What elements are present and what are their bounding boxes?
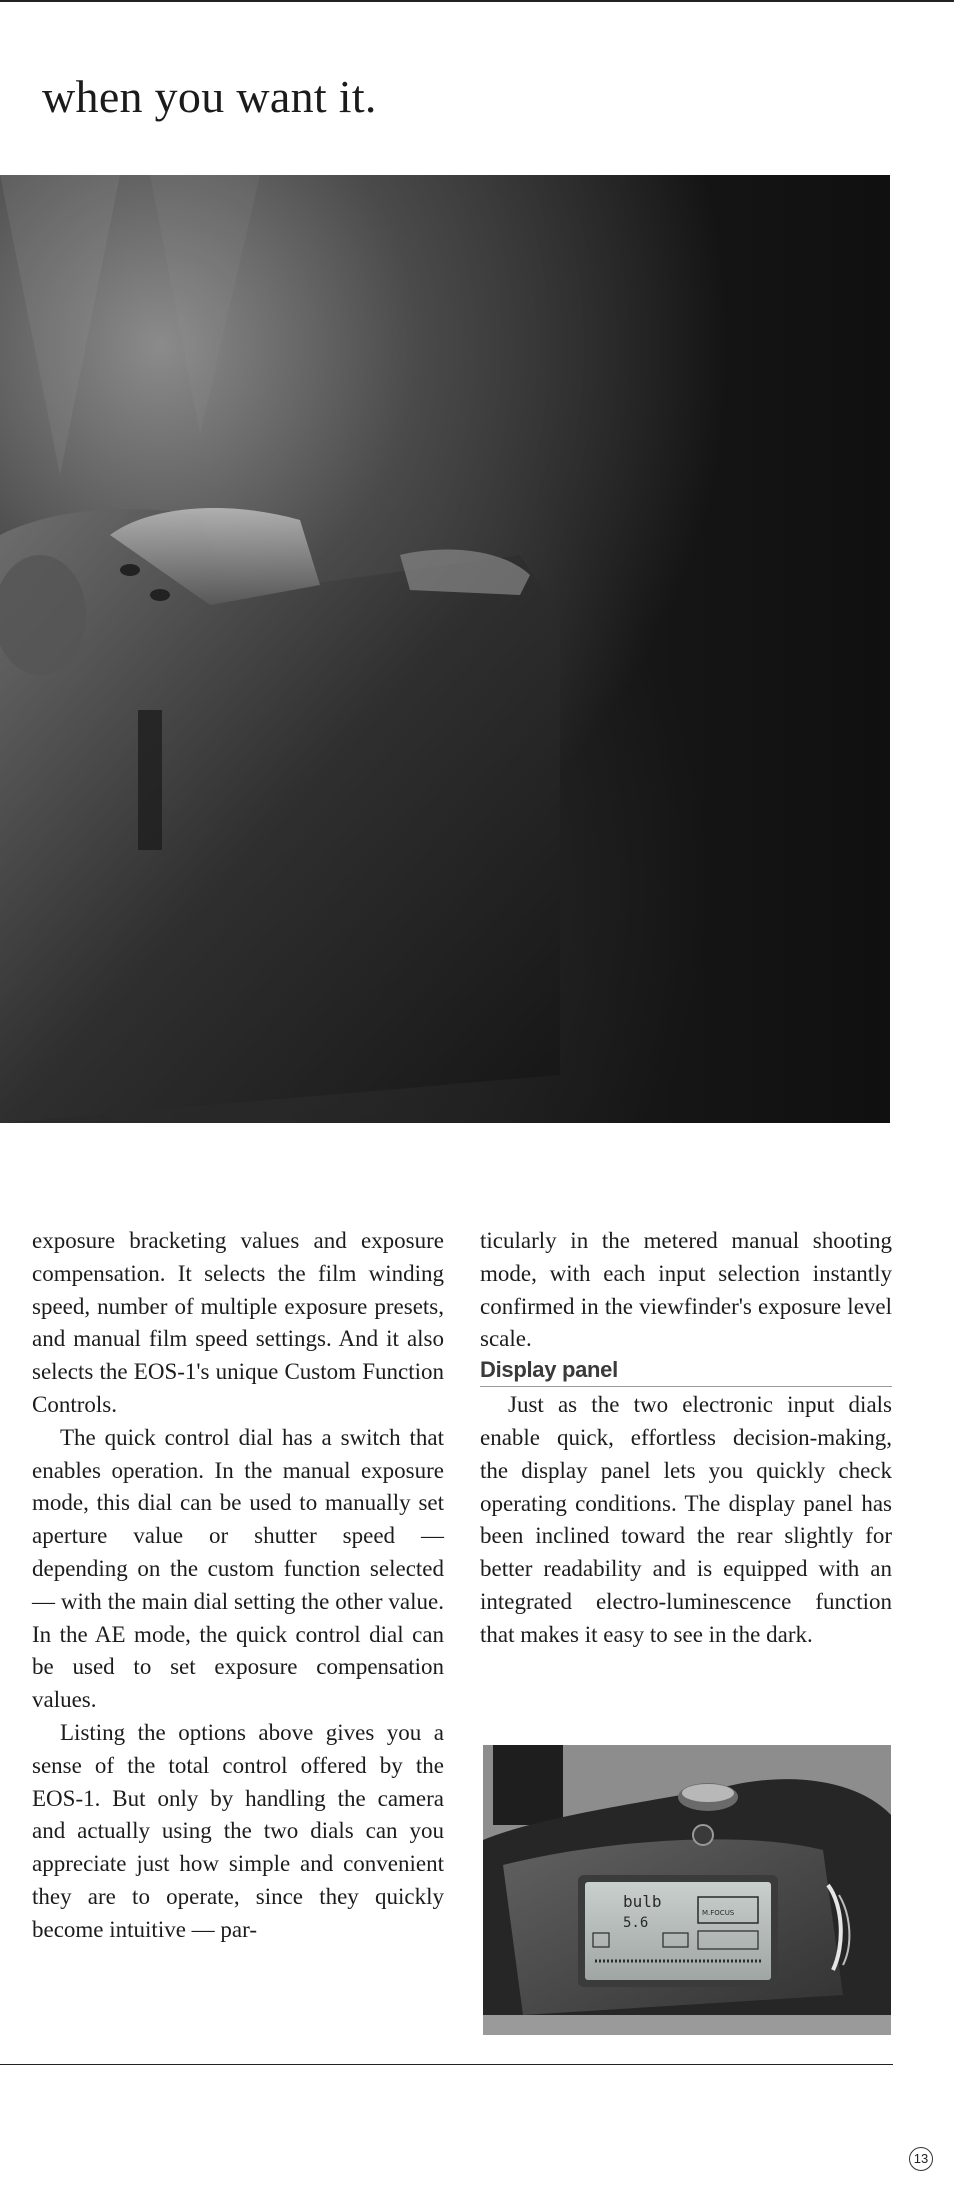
paragraph: Listing the options above gives you a sense of the total control offered by the EOS-1. But only by handling the camera and actually using the two dials can you appreciate just how simple and convenient they are to operate, since they quickly become intuitive — par- [32,1719,444,1942]
top-rule [0,0,954,2]
paragraph: Just as the two electronic input dials enable quick, effortless decision-making, the display panel lets you quickly check operating conditions. The display panel has been inclined toward the rear slightly for better readability and is equipped with an integrated electro-luminescence function that makes it easy to see in the dark. [480,1392,892,1647]
section-subhead: Display panel [480,1356,892,1387]
hero-camera-photo [0,175,890,1123]
lcd-focus-tag: M.FOCUS [702,1909,735,1917]
display-panel-photo-icon [483,1745,891,2035]
lcd-mode-text: bulb [623,1892,662,1911]
bottom-rule [0,2064,893,2065]
page-headline: when you want it. [42,71,377,122]
paragraph: ticularly in the metered manual shooting mode, with each input selection instantly confirmed in the viewfinder's exposure level scale. [480,1228,892,1352]
display-panel-image [483,1745,891,2035]
camera-top-photo-icon [0,175,890,1123]
paragraph: The quick control dial has a switch that enables operation. In the manual exposure mode, this dial can be used to manually set aperture value or shutter speed — depending on the custom function selected — with the main dial setting the other value. In the AE mode, the quick control dial can be used to set exposure compensation values. [32,1424,444,1713]
right-text-column [480,1225,892,1652]
page-number: 13 [909,2147,933,2171]
lcd-aperture-text: 5.6 [623,1915,649,1931]
paragraph: exposure bracketing values and exposure compensation. It selects the film winding speed, number of multiple exposure presets, and manual film speed settings. And it also selects the EOS-1's unique Custom Function Controls. [32,1228,444,1417]
left-text-column [32,1225,444,1947]
